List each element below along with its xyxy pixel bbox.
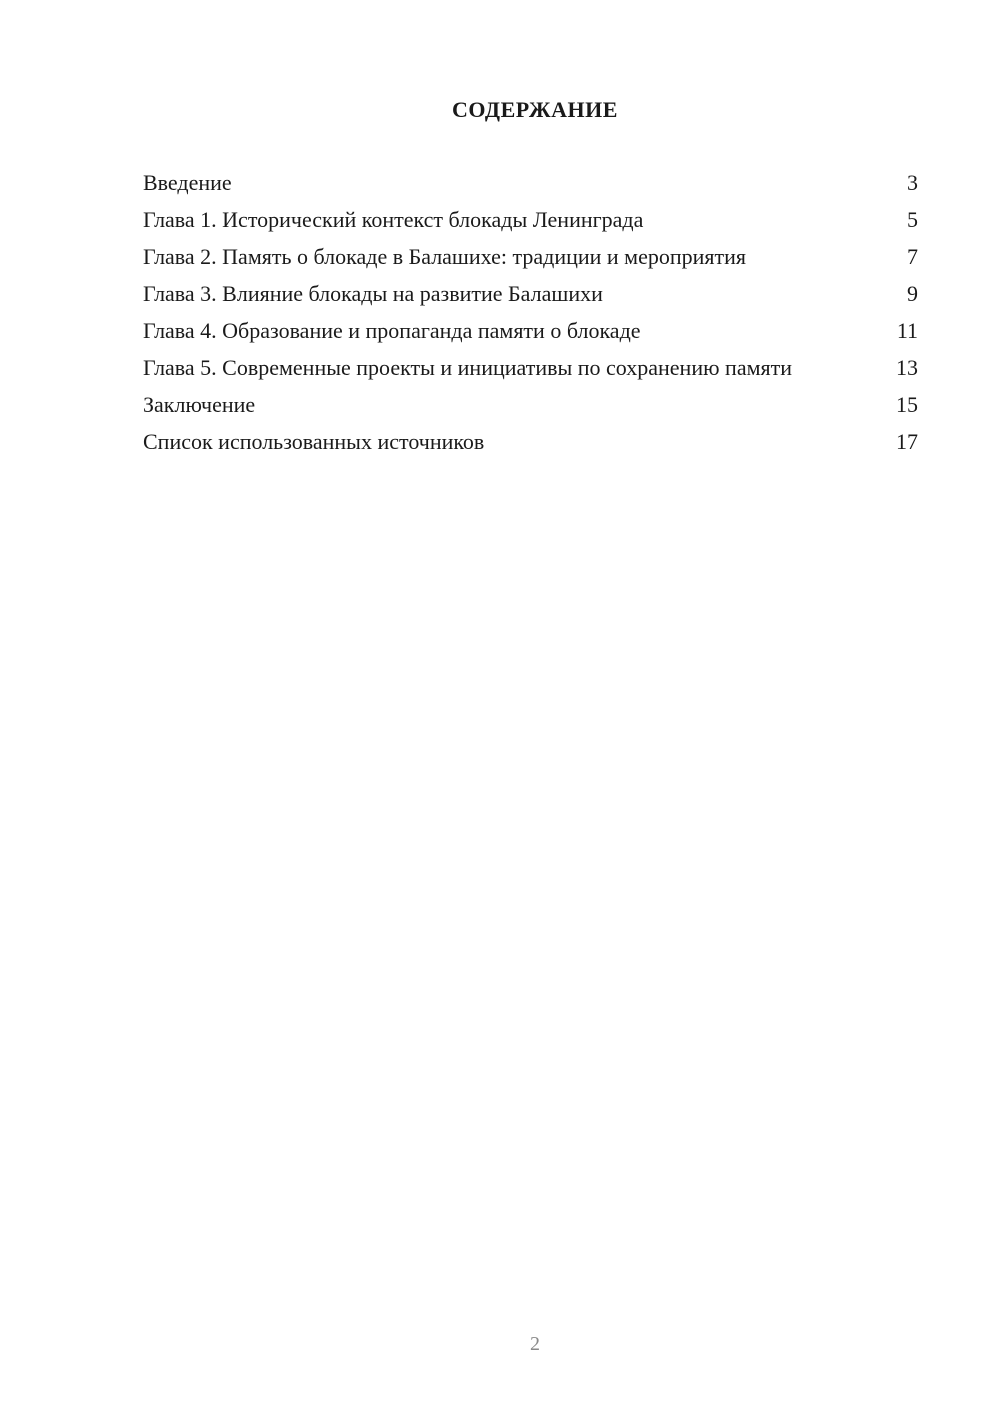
toc-entry-title: Глава 5. Современные проекты и инициативы по сохранению памяти — [143, 355, 793, 380]
toc-entry-page: 7 — [907, 244, 918, 269]
toc-entry-introduction — [143, 170, 918, 196]
page-number: 2 — [530, 1333, 540, 1355]
toc-entry-conclusion — [143, 392, 918, 418]
toc-entry-title: Глава 2. Память о блокаде в Балашихе: традиции и мероприятия — [143, 244, 747, 269]
toc-entry-chapter-2 — [143, 244, 918, 270]
toc-entry-references — [143, 429, 918, 455]
toc-entry-page: 15 — [896, 392, 918, 417]
toc-entry-title: Введение — [143, 170, 232, 195]
toc-entry-page: 5 — [907, 207, 918, 232]
table-of-contents — [143, 170, 918, 466]
toc-entry-page: 3 — [907, 170, 918, 195]
toc-entry-title: Глава 3. Влияние блокады на развитие Балашихи — [143, 281, 603, 306]
toc-entry-chapter-4 — [143, 318, 918, 344]
toc-entry-title: Заключение — [143, 392, 256, 417]
toc-entry-title: Глава 4. Образование и пропаганда памяти о блокаде — [143, 318, 641, 343]
toc-entry-chapter-5 — [143, 355, 918, 381]
toc-entry-title: Список использованных источников — [143, 429, 485, 454]
toc-entry-page: 17 — [896, 429, 918, 454]
page-title: СОДЕРЖАНИЕ — [452, 97, 618, 122]
toc-entry-chapter-3 — [143, 281, 918, 307]
toc-entry-title: Глава 1. Исторический контекст блокады Ленинграда — [143, 207, 644, 232]
toc-entry-chapter-1 — [143, 207, 918, 233]
toc-entry-page: 9 — [907, 281, 918, 306]
toc-entry-page: 13 — [896, 355, 918, 380]
toc-entry-page: 11 — [896, 318, 918, 343]
